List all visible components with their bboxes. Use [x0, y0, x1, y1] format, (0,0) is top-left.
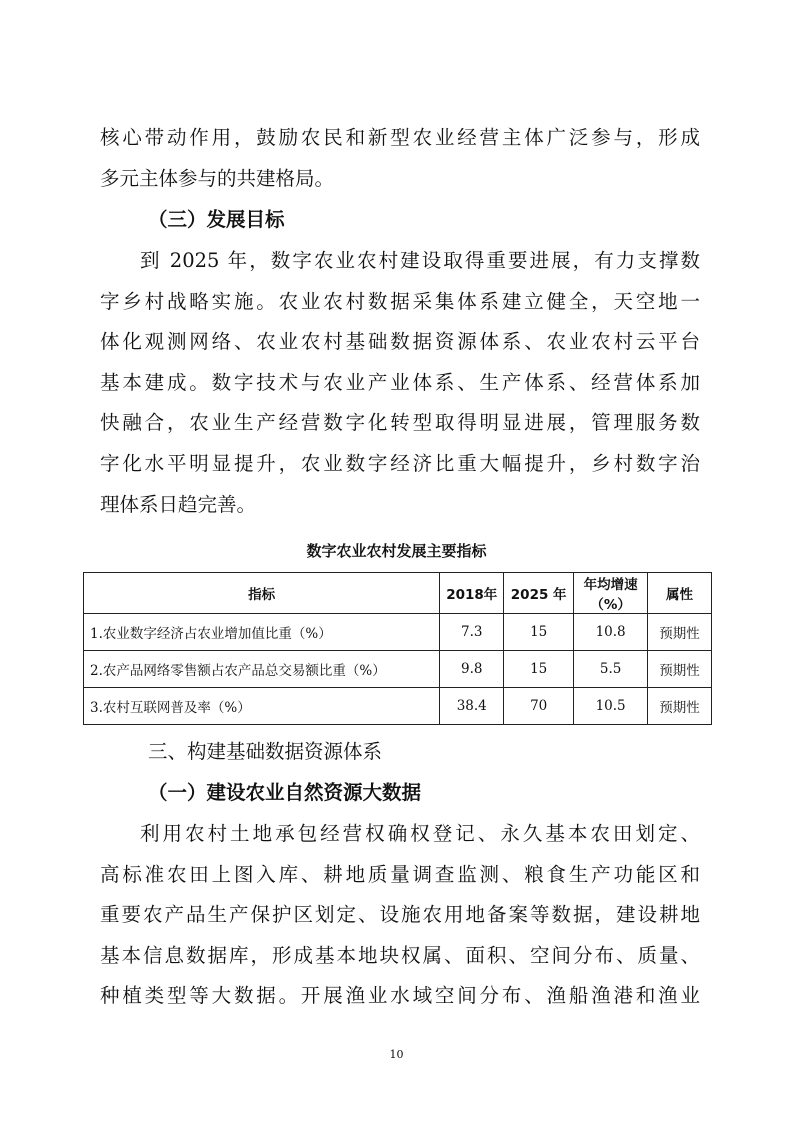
table-row	[84, 651, 712, 688]
subsection-heading: （一）建设农业自然资源大数据	[148, 781, 422, 804]
table-cell: 预期性	[648, 614, 712, 651]
table-cell: 10.8	[574, 614, 648, 651]
paragraph-1	[100, 118, 700, 199]
text-line: 体化观测网络、农业农村基础数据资源体系、农业农村云平台	[100, 330, 700, 354]
table-row	[84, 614, 712, 651]
table-title: 数字农业农村发展主要指标	[306, 542, 487, 560]
text-line: 字化水平明显提升，农业数字经济比重大幅提升，乡村数字治	[100, 451, 700, 475]
text-line: 多元主体参与的共建格局。	[100, 166, 335, 190]
text-line: 重要农产品生产保护区划定、设施农用地备案等数据，建设耕地	[100, 903, 700, 927]
column-header: 2025 年	[504, 573, 574, 614]
column-header: 属性	[648, 573, 712, 614]
text-line: 基本建成。数字技术与农业产业体系、生产体系、经营体系加	[100, 370, 700, 394]
table-row	[84, 688, 712, 725]
text-line: 到 2025 年，数字农业农村建设取得重要进展，有力支撑数	[139, 249, 700, 272]
table-cell: 15	[504, 651, 574, 688]
table-header-row	[84, 573, 712, 614]
table-cell: 38.4	[440, 688, 504, 725]
table-cell: 7.3	[440, 614, 504, 651]
paragraph-2	[100, 241, 700, 525]
paragraph-3	[100, 814, 700, 1017]
indicators-table	[83, 572, 712, 725]
table-cell: 15	[504, 614, 574, 651]
text-line: 快融合，农业生产经营数字化转型取得明显进展，管理服务数	[100, 411, 700, 435]
table-cell: 2.农产品网络零售额占农产品总交易额比重（%）	[84, 651, 440, 688]
column-header: 2018年	[440, 573, 504, 614]
text-line: 高标准农田上图入库、耕地质量调查监测、粮食生产功能区和	[100, 862, 700, 886]
section-heading: 三、构建基础数据资源体系	[148, 740, 383, 763]
page-number: 10	[389, 1048, 404, 1061]
table-cell: 9.8	[440, 651, 504, 688]
column-header: 年均增速（%）	[574, 573, 648, 614]
table-cell: 预期性	[648, 688, 712, 725]
text-line: 基本信息数据库，形成基本地块权属、面积、空间分布、质量、	[100, 943, 700, 967]
text-line: 字乡村战略实施。农业农村数据采集体系建立健全，天空地一	[100, 289, 700, 313]
table-cell: 预期性	[648, 651, 712, 688]
text-line: 种植类型等大数据。开展渔业水域空间分布、渔船渔港和渔业	[100, 984, 700, 1008]
table-cell: 70	[504, 688, 574, 725]
table-cell: 5.5	[574, 651, 648, 688]
subsection-heading-goals: （三）发展目标	[148, 208, 285, 231]
table-cell: 10.5	[574, 688, 648, 725]
text-line: 利用农村土地承包经营权确权登记、永久基本农田划定、	[139, 822, 700, 845]
text-line: 核心带动作用，鼓励农民和新型农业经营主体广泛参与，形成	[100, 126, 700, 149]
text-line: 理体系日趋完善。	[100, 492, 257, 516]
table-cell: 3.农村互联网普及率（%）	[84, 688, 440, 725]
column-header: 指标	[84, 573, 440, 614]
table-cell: 1.农业数字经济占农业增加值比重（%）	[84, 614, 440, 651]
